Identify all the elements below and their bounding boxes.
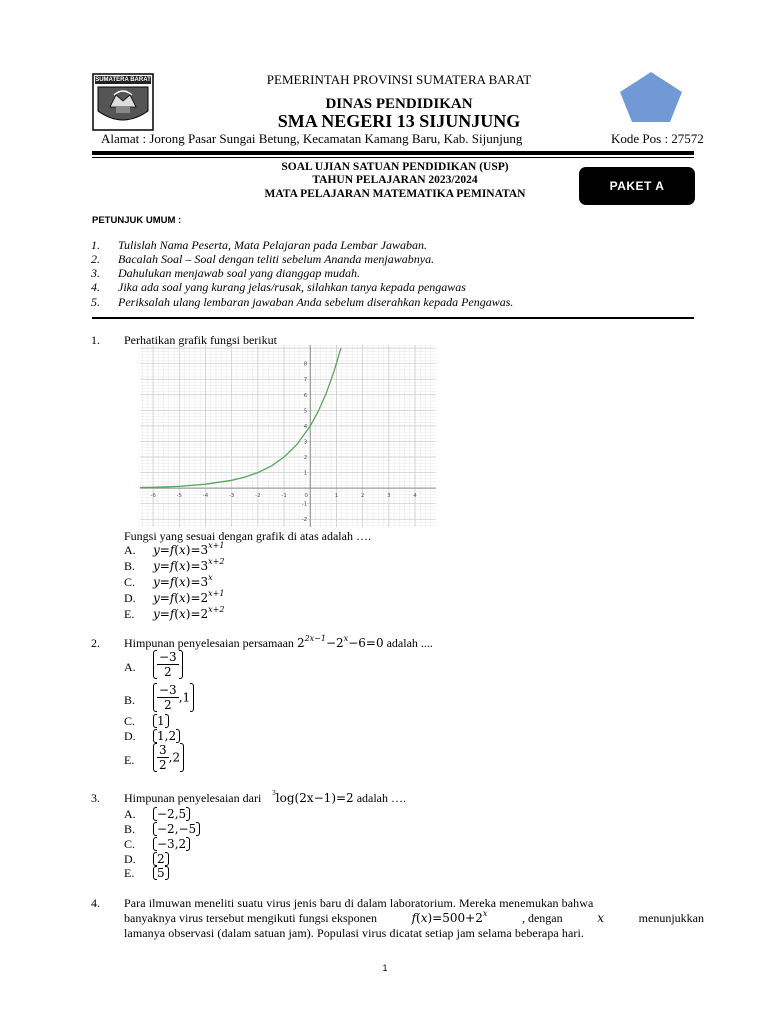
x-tick-label: -5: [176, 493, 183, 500]
x-tick-label: 4: [413, 493, 417, 500]
y-tick-label: 8: [303, 361, 308, 368]
instructions-title: PETUNJUK UMUM :: [92, 215, 182, 226]
y-tick-label: 4: [303, 423, 308, 430]
x-tick-label: -3: [228, 493, 235, 500]
address: Alamat : Jorong Pasar Sungai Betung, Kecamatan Kamang Baru, Kab. Sijunjung: [101, 131, 523, 146]
x-tick-label: 0: [304, 493, 309, 500]
y-tick-label: -2: [301, 517, 308, 524]
y-tick-label: 2: [303, 455, 308, 461]
logo-text: SUMATERA BARAT: [95, 77, 151, 83]
y-tick-label: 5: [303, 408, 308, 415]
x-tick-label: -4: [202, 493, 209, 500]
school-title: SMA NEGERI 13 SIJUNJUNG: [277, 111, 521, 131]
exam-title-1: SOAL UJIAN SATUAN PENDIDIKAN (USP): [281, 161, 509, 173]
q2-stem: Himpunan penyelesaian persamaan $2^{2x-1}-2^x-6=0$ adalah ....: [124, 634, 433, 650]
header-divider-thick: [92, 151, 694, 155]
q1-intro: Perhatikan grafik fungsi berikut: [124, 333, 277, 347]
y-tick-label: 6: [303, 392, 308, 399]
q2-number: 2.: [91, 636, 100, 650]
page-number: 1: [382, 963, 388, 973]
x-tick-label: 1: [334, 493, 339, 500]
pentagon-icon: [618, 70, 684, 124]
header-divider-thin: [92, 157, 694, 158]
logo: [92, 73, 154, 131]
y-tick-label: 1: [303, 470, 308, 477]
y-tick-label: -1: [301, 501, 308, 508]
x-tick-label: -6: [150, 493, 156, 500]
q1-number: 1.: [91, 333, 100, 347]
department-title: DINAS PENDIDIKAN: [325, 96, 473, 112]
x-tick-label: 3: [387, 493, 391, 500]
q3-stem: Himpunan penyelesaian dari $^3$log(2x−1)=2 adalah ….: [124, 789, 406, 805]
q3-number: 3.: [91, 791, 100, 805]
q4-line-1: Para ilmuwan meneliti suatu virus jenis baru di dalam laboratorium. Mereka menemukan bahwa: [124, 896, 594, 910]
q4-line-2: banyaknya virus tersebut mengikuti fungsi eksponen $f(x)=500+2^x$ , dengan x menunjukkan: [124, 909, 704, 925]
x-tick-label: 2: [360, 493, 365, 500]
exam-title-3: MATA PELAJARAN MATEMATIKA PEMINATAN: [264, 188, 526, 200]
postal-code: Kode Pos : 27572: [611, 131, 704, 146]
y-tick-label: 3: [303, 439, 308, 446]
y-tick-label: 7: [303, 377, 308, 384]
q1-question: Fungsi yang sesuai dengan grafik di atas adalah ….: [124, 529, 371, 543]
q4-line-3: lamanya observasi (dalam satuan jam). Populasi virus dicatat setiap jam selama beberapa hari.: [124, 926, 584, 940]
x-tick-label: -1: [281, 493, 287, 500]
government-title: PEMERINTAH PROVINSI SUMATERA BARAT: [266, 72, 532, 87]
exam-title-2: TAHUN PELAJARAN 2023/2024: [312, 174, 478, 186]
x-tick-label: -2: [255, 493, 261, 500]
paket-badge: PAKET A: [579, 167, 695, 205]
q1-graph: [140, 345, 436, 527]
q4-number: 4.: [91, 896, 100, 910]
instructions-divider: [92, 317, 694, 319]
